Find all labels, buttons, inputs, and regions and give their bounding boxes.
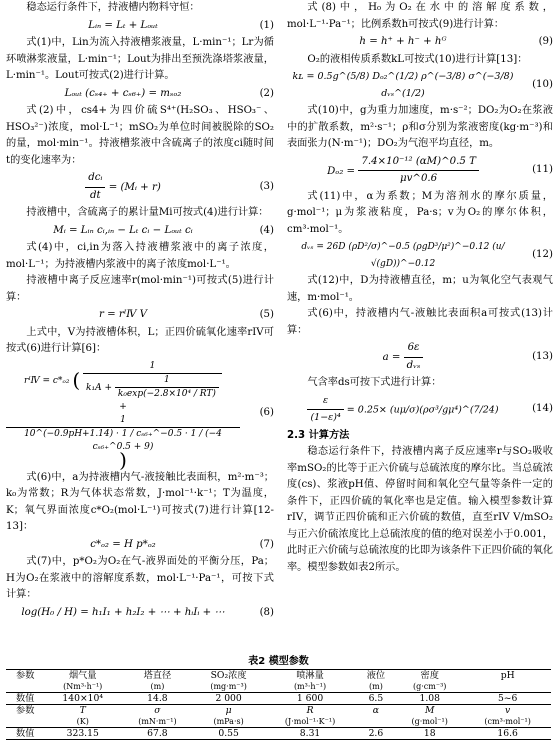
paragraph: 式(10)中，g为重力加速度，m·s⁻²；DO₂为O₂在浆液中的扩散系数，m²·s⁻¹；ρ和σ分别为浆液密度(kg·m⁻³)和表面张力(N·m⁻¹)；DO₂为气泡平均直径，m。 [287, 105, 553, 149]
table-row: (Nm³·h⁻¹) (m) (mg·m⁻³) (m³·h⁻¹) (m) (g·cm⁻³) [63, 682, 447, 691]
paragraph: 式(2)中，cs4+为四价硫S⁴⁺(H₂SO₃、HSO₃⁻、HSO₃²⁻)浓度，mol·L⁻¹；mSO₂为单位时间被脱除的SO₂的量，mol·min⁻¹。持液槽浆液中含硫离子的浓度ci随时间t的变化速率为： [6, 105, 274, 166]
paragraph: 持液槽中离子反应速率r(mol·min⁻¹)可按式(5)进行计算： [6, 275, 274, 303]
equation-number: (7) [259, 538, 274, 550]
equation-body: c*ₒ₂ = H p*ₒ₂ [90, 538, 156, 550]
equation-body: Dₒ₂ = $\frac{\text{7.4×10⁻¹² (αM)\textasciicircum{}0.5 T}}{\mu v\^{}0.6}$ [287, 154, 519, 188]
equation-body: Lᵢₙ = Lₜ + Lₒᵤₜ [88, 19, 158, 31]
equation-number: (3) [259, 180, 274, 192]
paragraph: 式(12)中，D为持液槽直径，m；u为氧化空气表观气速，m·mol⁻¹。 [287, 275, 553, 303]
equation-body: log(H₀ / H) = h₁I₁ + h₂I₂ + ⋯ + hᵢIᵢ + ⋯ [21, 606, 225, 618]
equation-body: $\frac{\text{dcᵢ}}{dt}$ = (Mᵢ + r) [6, 170, 240, 204]
parameter-table [6, 652, 551, 740]
table-row: 数值 323.15 67.8 0.55 8.31 2.6 18 16.6 [6, 728, 551, 740]
equation-body: dᵥₛ = 26D (ρD²/σ)^−0.5 (ρgD³/μ²)^−0.12 (u/√(gD))^−0.12 [301, 242, 505, 269]
fraction: $\frac{\text{dcᵢ}}{dt}$ [85, 170, 105, 204]
paragraph: 式(6)中，持液槽内气-液触比表面积a可按式(13)计算： [287, 308, 553, 336]
paragraph: 持液槽中，含硫离子的累计量Mi可按式(4)进行计算： [26, 207, 269, 218]
equation-number: (13) [532, 350, 553, 362]
equation-body: Lₒᵤₜ (cₛ₄₊ + cₛ₆₊) = mₛₒ₂ [64, 87, 182, 99]
equation-number: (5) [259, 309, 274, 320]
equation-body: kʟ = 0.5g^(5/8) Dₒ₂^(1/2) ρ^(−3/8) σ^(−3/8) dᵥₛ^(1/2) [292, 71, 514, 99]
equation-11 [287, 154, 553, 188]
equation-number: (8) [259, 606, 274, 618]
equation-9 [287, 34, 553, 51]
right-column [287, 0, 553, 576]
equation-body: rᴵⅣ = c*ₒ₂ ( 1 k₁A + $\frac{1}{\text{k₀exp(−2.8×10⁴ / RT)}}$ + $\frac{1}{\text{10\textasciicircum{}(−0.9pH+1.14) · 1 / cₛ₆₊\textasciicircum{}−0.5 · 1 / (−4 cₛ₆₊\textasciicircum{}0.5 + 9)}}$ ) [6, 360, 240, 468]
left-column [6, 0, 274, 622]
table-row: 参数 T σ μ R α M v [6, 705, 551, 717]
equation-body: Mᵢ = Lᵢₙ cᵢ,ᵢₙ − Lₜ cᵢ − Lₒᵤₜ cᵢ [53, 224, 193, 236]
equation-number: (1) [259, 19, 274, 31]
equation-number: (14) [532, 403, 553, 415]
equation-1 [6, 18, 274, 35]
table-row: (K) (mN·m⁻¹) (mPa·s) (J·mol⁻¹·K⁻¹) (g·mol⁻¹) (cm³·mol⁻¹) [76, 717, 531, 726]
equation-4 [6, 223, 274, 240]
equation-13 [287, 340, 553, 374]
section-heading: 2.3 计算方法 [287, 429, 350, 441]
equation-body: a = $\frac{6\varepsilon}{\text{dᵥₛ}}$ [287, 340, 519, 374]
paragraph: 气含率ds可按下式进行计算： [307, 377, 442, 388]
paragraph: 式(8)中，H₀为O₂在水中的溶解度系数，mol·L⁻¹·Pa⁻¹；比例系数h可按式(9)进行计算： [287, 2, 553, 30]
table [6, 669, 551, 740]
equation-body: h = h⁺ + h⁻ + hᴳ [359, 36, 447, 47]
equation-number: (11) [532, 164, 553, 176]
equation-number: (4) [259, 224, 274, 236]
equation-body: r = rᴵⅣ V [98, 309, 148, 320]
equation-14 [287, 393, 553, 427]
equation-10 [287, 69, 553, 102]
equation-number: (9) [538, 36, 553, 47]
equation-3 [6, 170, 274, 204]
paragraph: 上式中，V为持液槽体积，L；正四价硫氧化速率rIV可按式(6)进行计算[6]： [6, 326, 274, 354]
equation-12 [287, 239, 553, 272]
table-row: 数值 140×10⁴ 14.8 2 000 1 600 6.5 1.08 5~6 [6, 693, 551, 705]
paragraph: 式(4)中，ci,in为落入持液槽浆液中的离子浓度，mol·L⁻¹；为持液槽内浆液中的离子浓度mol·L⁻¹。 [6, 242, 274, 270]
table-title: 表2 模型参数 [248, 656, 309, 667]
paragraph: 式(11)中，α为系数；M为溶剂水的摩尔质量，g·mol⁻¹；μ为浆液粘度，Pa·s；v为O₂的摩尔体积，cm³·mol⁻¹。 [287, 190, 553, 235]
paragraph: 式(6)中，a为持液槽内气-液接触比表面积，m²·m⁻³；k₀为常数；R为气体状态常数，J·mol⁻¹·k⁻¹；T为温度，K；氧气界面浓度c*O₂(mol·L⁻¹)可按式(7)进行计算[12-13]： [6, 471, 274, 532]
paragraph: 式(7)中，p*O₂为O₂在气-液界面处的平衡分压，Pa；H为O₂在浆液中的溶解度系数，mol·L⁻¹·Pa⁻¹，可按下式计算： [6, 556, 274, 600]
equation-8 [6, 605, 274, 622]
equation-6 [6, 360, 274, 472]
paragraph: 稳态运行条件下，持液槽内物料守恒： [26, 2, 200, 13]
equation-number: (6) [259, 407, 274, 419]
equation-number: (10) [532, 79, 553, 91]
paragraph: 式(1)中，Lin为流入持液槽浆液量，L·min⁻¹；Lr为循环喷淋浆液量，L·min⁻¹；Lout为排出至预洗涤塔浆液量，L·min⁻¹。Lout可按式(2)进行计算。 [6, 37, 274, 81]
paragraph: O₂的液相传质系数kL可按式(10)进行计算[13]： [307, 53, 528, 65]
equation-2 [6, 86, 274, 103]
equation-number: (12) [532, 249, 553, 261]
equation-7 [6, 537, 274, 554]
equation-5 [6, 307, 274, 324]
equation-number: (2) [259, 87, 274, 99]
paragraph: 稳态运行条件下，持液槽内离子反应速率r与SO₂吸收率mSO₂的比等于正六价硫与总硫浓度的摩尔比。当总硫浓度(cs)、浆液pH值、停留时间和氧化空气量等条件一定的条件下，正四价硫的氧化率也是定值。输入模型参数计算rIV，调节正四价硫和正六价硫的数值，直至rIV V/mSO₂与正六价硫浓度比上总硫浓度的值的绝对误差小于0.001，此时正六价硫与总硫浓度的比即为该条件下正四价硫的氧化率。模型参数如表2所示。 [287, 446, 553, 573]
table-row: 参数 烟气量 塔直径 SO₂浓度 喷淋量 液位 密度 pH [6, 670, 551, 682]
equation-body: $\frac{\varepsilon}{\text{(1−ε)⁴}}$ = 0.25× (uμ/σ)(ρσ³/gμ⁴)^(7/24) [287, 393, 519, 427]
